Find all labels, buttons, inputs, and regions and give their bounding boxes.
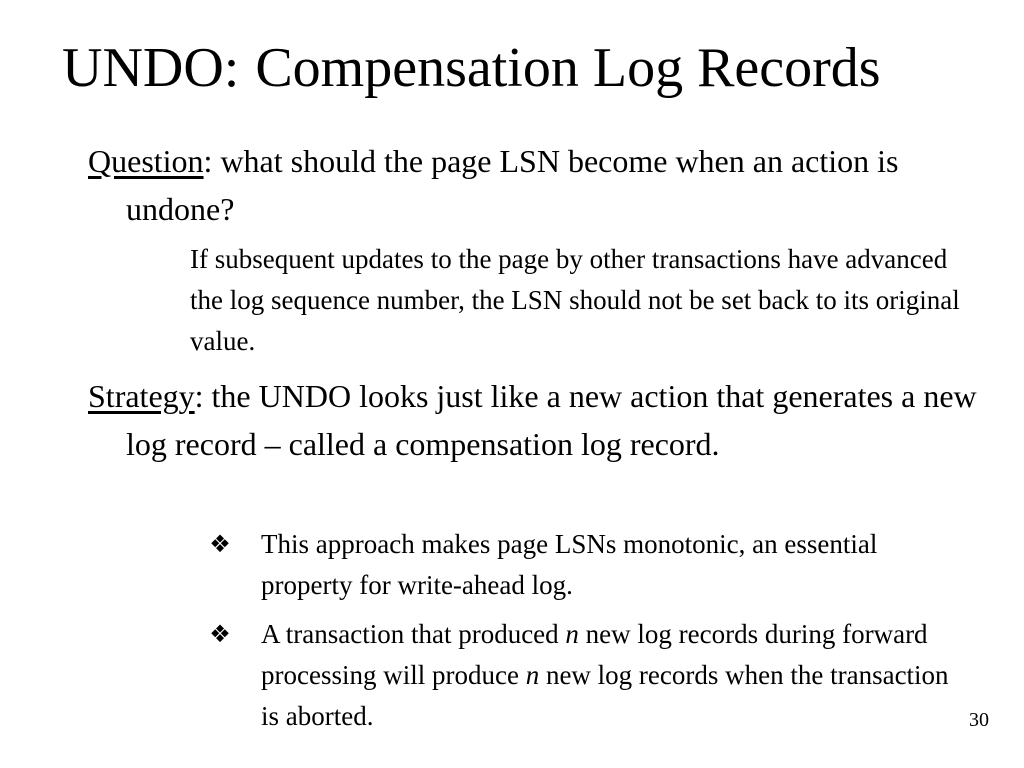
strategy-paragraph bbox=[88, 372, 1006, 468]
bullet-text-part: A transaction that produced bbox=[261, 619, 566, 649]
variable-n: n bbox=[525, 660, 540, 690]
diamond-bullet-icon: ❖ bbox=[209, 530, 231, 558]
question-paragraph bbox=[88, 137, 1006, 233]
diamond-bullet-icon: ❖ bbox=[209, 620, 231, 648]
question-label: Question bbox=[88, 143, 204, 179]
slide-title-part1: UNDO: bbox=[62, 37, 240, 99]
strategy-text: : the UNDO looks just like a new action that generates a new log record – called a compensation log record. bbox=[126, 378, 977, 462]
strategy-label: Strategy bbox=[88, 378, 195, 414]
page-number: 30 bbox=[969, 709, 989, 731]
slide-title-part2: Compensation Log Records bbox=[255, 37, 881, 99]
slide-title bbox=[62, 28, 881, 108]
bullet-text-part: new log records during forward processing will produce bbox=[261, 619, 928, 690]
bullet-item-n-records bbox=[206, 614, 966, 737]
bullet-text-part: new log records when the transaction is aborted. bbox=[261, 660, 949, 731]
question-text: : what should the page LSN become when an action is undone? bbox=[126, 143, 899, 227]
variable-n: n bbox=[565, 619, 579, 649]
bullet-item-monotonic bbox=[206, 524, 966, 606]
question-detail: If subsequent updates to the page by other transactions have advanced the log sequence number, the LSN should not be set back to its original value. bbox=[190, 244, 960, 356]
bullet-text: This approach makes page LSNs monotonic, an essential property for write-ahead log. bbox=[261, 529, 878, 600]
bullet-text bbox=[261, 614, 961, 737]
